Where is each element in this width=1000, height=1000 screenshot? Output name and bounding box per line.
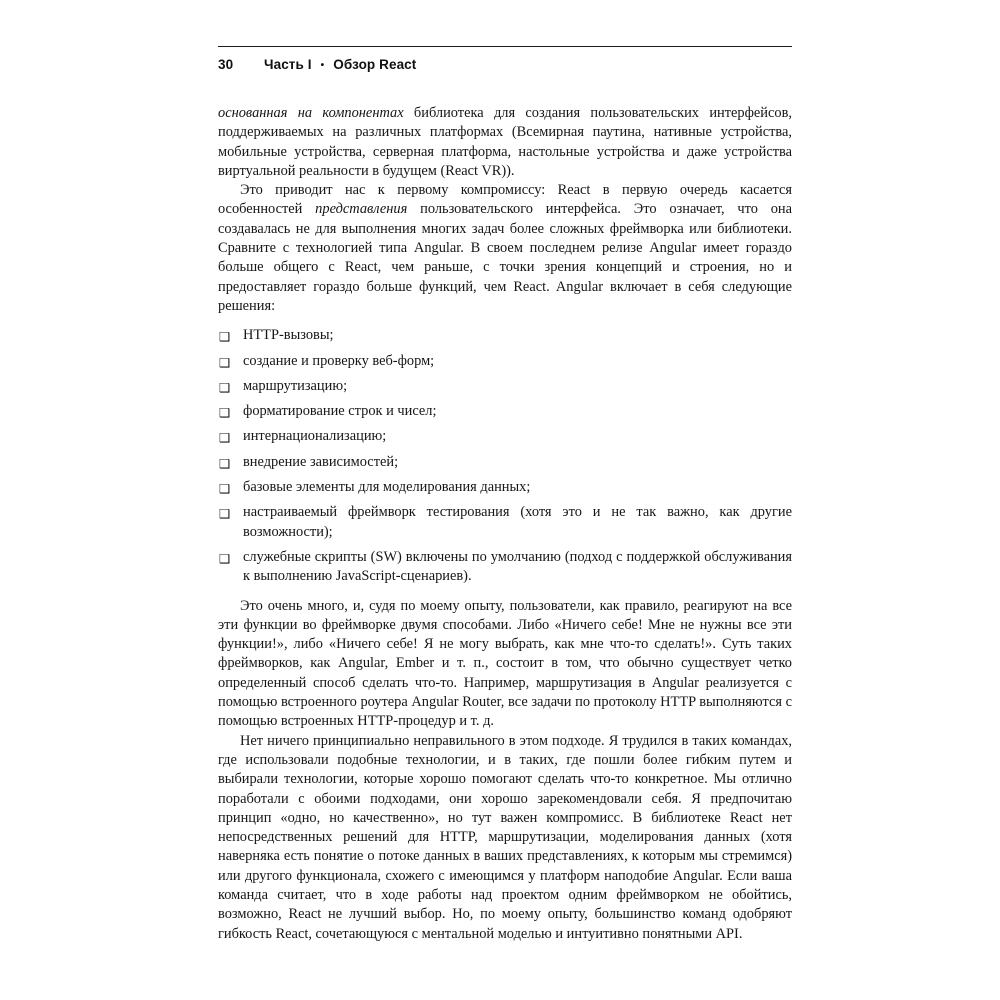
part-title: Часть I [264, 57, 312, 72]
list-item-text: настраиваемый фреймворк тестирования (хотя это и не так важно, как другие возможности); [243, 504, 792, 540]
text-run: пользовательского интерфейса. Это означает, что она создавалась не для выполнения многих задач более сложных фреймворка или библиотеки. Сравните с технологией типа Angular. В своем последнем релизе Angular имеет гораздо больше общего с React, чем раньше, с точки зрения концепций и строения, но и предоставляет гораздо больше функций, чем React. Angular включает в себя следующие решения: [218, 201, 792, 314]
running-head [218, 57, 792, 72]
list-item-text: маршрутизацию; [243, 377, 348, 394]
list-item [218, 427, 792, 446]
list-item [218, 352, 792, 371]
list-item-text: HTTP-вызовы; [243, 327, 334, 344]
list-item [218, 377, 792, 396]
body-text [218, 104, 792, 944]
text-run: библиотека для создания пользовательских интерфейсов, поддерживаемых на различных платформах (Всемирная паутина, нативные устройства, мобильные устройства, серверная платформа, настольные устройства и даже устройства виртуальной реальности в будущем (React VR)). [218, 105, 792, 179]
list-item-text: форматирование строк и чисел; [243, 403, 437, 420]
italic-run: основанная на компонентах [218, 105, 404, 121]
square-bullet-icon: ❑ [219, 430, 231, 446]
list-item-text: создание и проверку веб-форм; [243, 352, 435, 369]
square-bullet-icon: ❑ [219, 506, 231, 522]
square-bullet-icon: ❑ [219, 481, 231, 497]
list-item-text: базовые элементы для моделирования данных; [243, 479, 531, 496]
list-item [218, 478, 792, 497]
list-item [218, 326, 792, 345]
list-item [218, 503, 792, 542]
page-number: 30 [218, 57, 234, 72]
text-column [218, 46, 792, 944]
paragraph-3: Это очень много, и, судя по моему опыту, пользователи, как правило, реагируют на все эти функции во фреймворке двумя способами. Либо «Ничего себе! Мне не нужны все эти функции!», либо «Ничего себе! Я не могу выбрать, как мне что-то сделать!». Суть таких фреймворков, как Angular, Ember и т. п., состоит в том, что обычно существует четко определенный способ сделать что-то. Например, маршрутизация в Angular реализуется с помощью встроенного роутера Angular Router, все задачи по протоколу HTTP выполняются с помощью встроенных HTTP-процедур и т. д. [218, 597, 792, 730]
paragraph-1 [218, 104, 792, 181]
list-item [218, 402, 792, 421]
feature-list [218, 326, 792, 586]
list-item-text: внедрение зависимостей; [243, 453, 399, 470]
square-bullet-icon: ❑ [219, 550, 231, 566]
paragraph-4: Нет ничего принципиально неправильного в этом подходе. Я трудился в таких командах, где использовали подобные технологии, и в таких, где пошли более гибким путем и выбирали технологии, которые хорошо помогают сделать что-то конкретное. Мы отлично поработали с обоими подходами, они хорошо зарекомендовали себя. Я предпочитаю принцип «одно, но качественно», но тут важен компромисс. В библиотеке React нет непосредственных решений для HTTP, маршрутизации, моделирования данных (хотя наверняка есть понятие о потоке данных в ваших представлениях, к которым мы стремимся) или другого функционала, схожего с имеющимся у платформ наподобие Angular. Если ваша команда считает, что в ходе работы над проектом одним фреймворком не обойтись, возможно, React не лучший выбор. Но, по моему опыту, большинство команд одобряют гибкость React, сочетающуюся с ментальной моделью и интуитивно понятными API. [218, 732, 792, 942]
bullet-separator-icon: • [320, 60, 325, 71]
list-item-text: служебные скрипты (SW) включены по умолчанию (подход с поддержкой обслуживания к выполнению JavaScript-сценариев). [243, 548, 792, 585]
header-rule [218, 46, 792, 47]
square-bullet-icon: ❑ [219, 354, 231, 370]
square-bullet-icon: ❑ [219, 329, 231, 345]
list-item [218, 548, 792, 587]
italic-run: представления [315, 201, 408, 218]
paragraph-2 [218, 181, 792, 316]
square-bullet-icon: ❑ [219, 379, 231, 395]
text-run: Это приводит нас к первому компромиссу: React в первую очередь касается особенностей [218, 182, 792, 218]
square-bullet-icon: ❑ [219, 405, 231, 421]
chapter-title: Обзор React [333, 57, 417, 72]
square-bullet-icon: ❑ [219, 455, 231, 471]
list-item [218, 453, 792, 472]
list-item-text: интернационализацию; [243, 428, 387, 445]
